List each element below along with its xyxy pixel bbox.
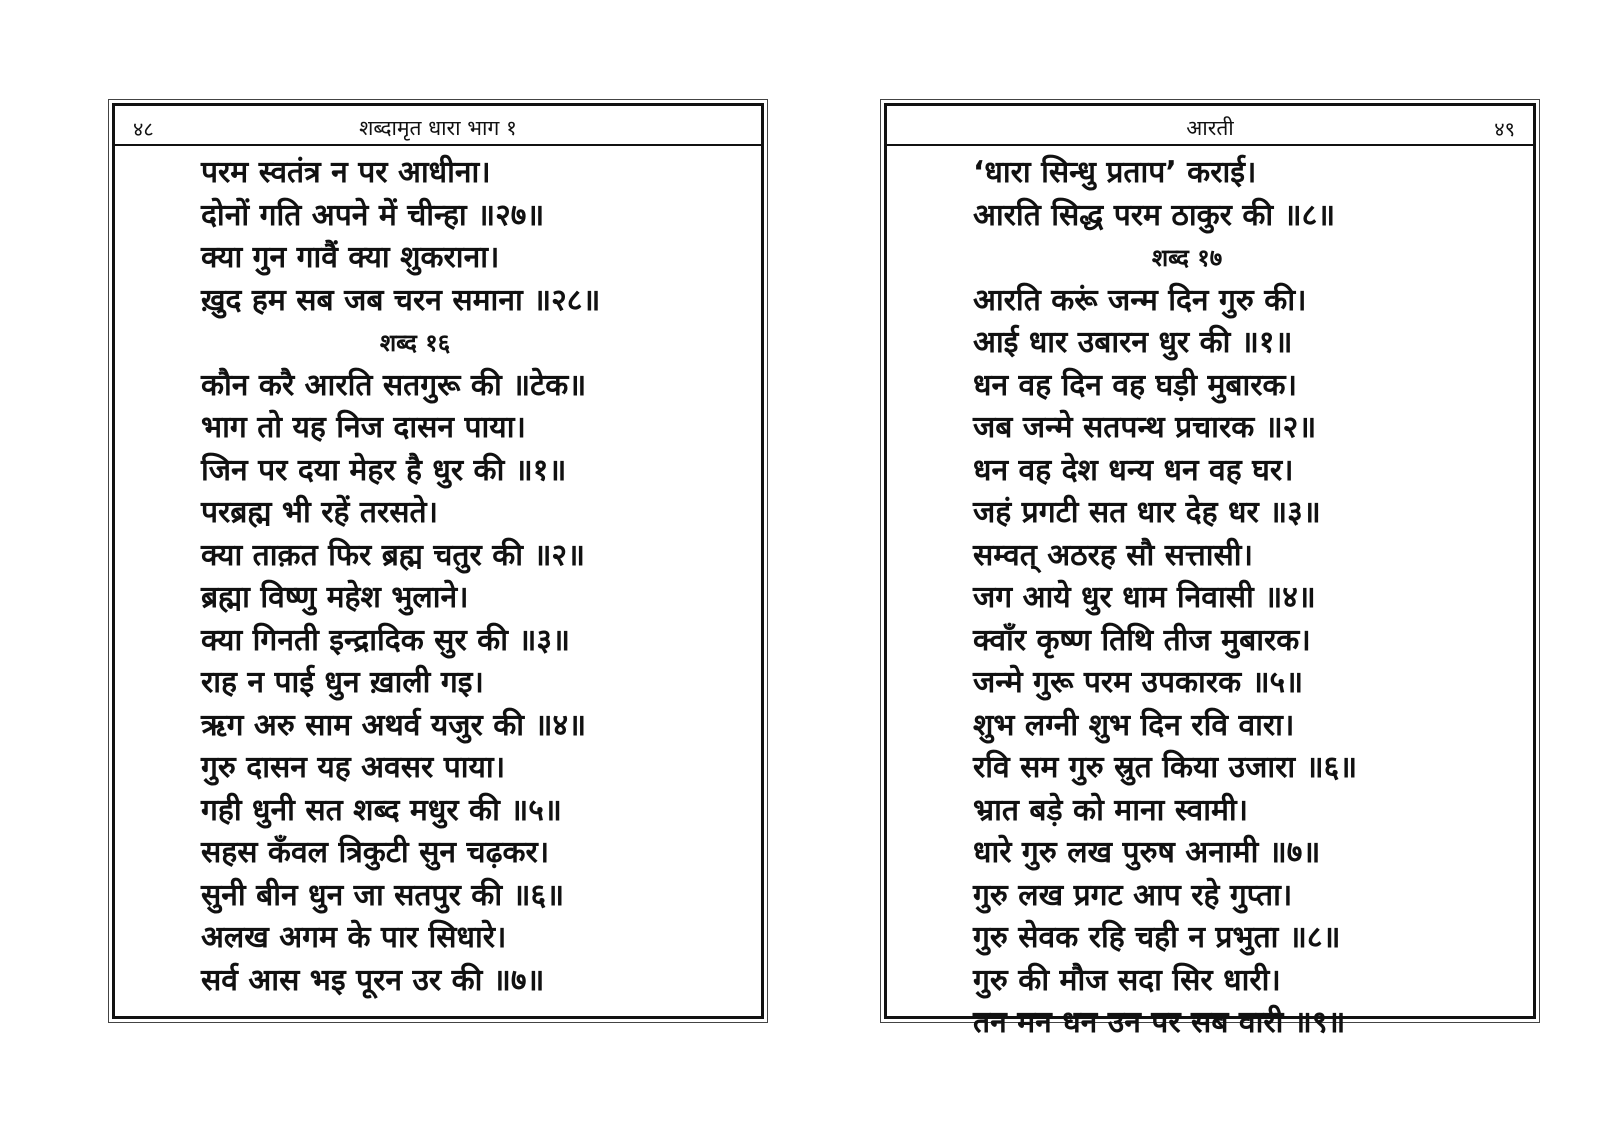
verse-line: धन वह दिन वह घड़ी मुबारक। (973, 367, 1297, 403)
verse-line: गुरु सेवक रहि चही न प्रभुता ॥८॥ (973, 920, 1341, 955)
verse-line: गुरु लख प्रगट आप रहे गुप्ता। (973, 877, 1293, 913)
right-page-header (887, 106, 1533, 146)
verse-line: जग आये धुर धाम निवासी ॥४॥ (973, 580, 1316, 615)
left-page-body (115, 146, 761, 1002)
verse-line: रवि सम गुरु स्रुत किया उजारा ॥६॥ (973, 750, 1358, 785)
verse-line: धारे गुरु लख पुरुष अनामी ॥७॥ (973, 835, 1321, 870)
verse-line: शुभ लग्नी शुभ दिन रवि वारा। (973, 707, 1295, 743)
verse-line: आई धार उबारन धुर की ॥१॥ (973, 325, 1293, 360)
verse-line: भाग तो यह निज दासन पाया। (201, 410, 526, 445)
verse-line: ब्रह्मा विष्णु महेश भुलाने। (201, 580, 469, 615)
verse-line: सहस कँवल त्रिकुटी सुन चढ़कर। (201, 835, 550, 870)
verse-line: जन्मे गुरू परम उपकारक ॥५॥ (973, 665, 1304, 700)
right-page-title: आरती (1186, 116, 1234, 140)
verse-line: राह न पाई धुन ख़ाली गइ। (201, 665, 484, 700)
verse-line: भ्रात बड़े को माना स्वामी। (973, 792, 1249, 828)
right-page-number: ४९ (1494, 117, 1515, 141)
verse-line: परम स्वतंत्र न पर आधीना। (201, 155, 491, 190)
verse-line: आरति करूं जन्म दिन गुरु की। (973, 282, 1307, 318)
verse-line: जिन पर दया मेहर है धुर की ॥१॥ (201, 452, 567, 488)
verse-line: जहं प्रगटी सत धार देह धर ॥३॥ (973, 495, 1321, 530)
verse-line: जब जन्मे सतपन्थ प्रचारक ॥२॥ (973, 410, 1317, 445)
left-page (112, 103, 764, 1019)
verse-line: सम्वत् अठरह सौ सत्तासी। (973, 537, 1253, 573)
left-page-header (115, 106, 761, 146)
verse-line: गुरु दासन यह अवसर पाया। (201, 750, 506, 785)
verse-line: क्वाँर कृष्ण तिथि तीज मुबारक। (973, 622, 1311, 658)
verse-line: गही धुनी सत शब्द मधुर की ॥५॥ (201, 792, 562, 828)
right-page-body (887, 146, 1533, 1045)
verse-line: कौन करै आरति सतगुरू की ॥टेक॥ (201, 367, 587, 403)
shabd-heading: शब्द १६ (379, 329, 451, 357)
verse-line: ख़ुद हम सब जब चरन समाना ॥२८॥ (201, 282, 601, 318)
left-page-number: ४८ (133, 117, 154, 141)
verse-line: ऋग अरु साम अथर्व यजुर की ॥४॥ (201, 707, 587, 743)
verse-line: तन मन धन उन पर सब वारी ॥९॥ (973, 1005, 1346, 1040)
verse-line: धन वह देश धन्य धन वह घर। (973, 452, 1294, 488)
verse-line: क्या गुन गावैं क्या शुकराना। (201, 240, 500, 275)
left-page-title: शब्दामृत धारा भाग १ (359, 116, 517, 140)
verse-line: क्या गिनती इन्द्रादिक सुर की ॥३॥ (201, 622, 570, 658)
verse-line: ‘धारा सिन्धु प्रताप’ कराई। (973, 155, 1257, 190)
shabd-heading: शब्द १७ (1151, 244, 1223, 272)
verse-line: क्या ताक़त फिर ब्रह्म चतुर की ॥२॥ (201, 537, 585, 573)
verse-line: परब्रह्म भी रहें तरसते। (201, 495, 438, 530)
verse-line: गुरु की मौज सदा सिर धारी। (973, 962, 1281, 998)
verse-line: सुनी बीन धुन जा सतपुर की ॥६॥ (201, 877, 565, 913)
right-page (884, 103, 1536, 1040)
verse-line: दोनों गति अपने में चीन्हा ॥२७॥ (201, 197, 545, 233)
verse-line: आरति सिद्ध परम ठाकुर की ॥८॥ (973, 197, 1336, 233)
verse-line: अलख अगम के पार सिधारे। (201, 920, 507, 955)
verse-line: सर्व आस भइ पूरन उर की ॥७॥ (201, 962, 545, 998)
